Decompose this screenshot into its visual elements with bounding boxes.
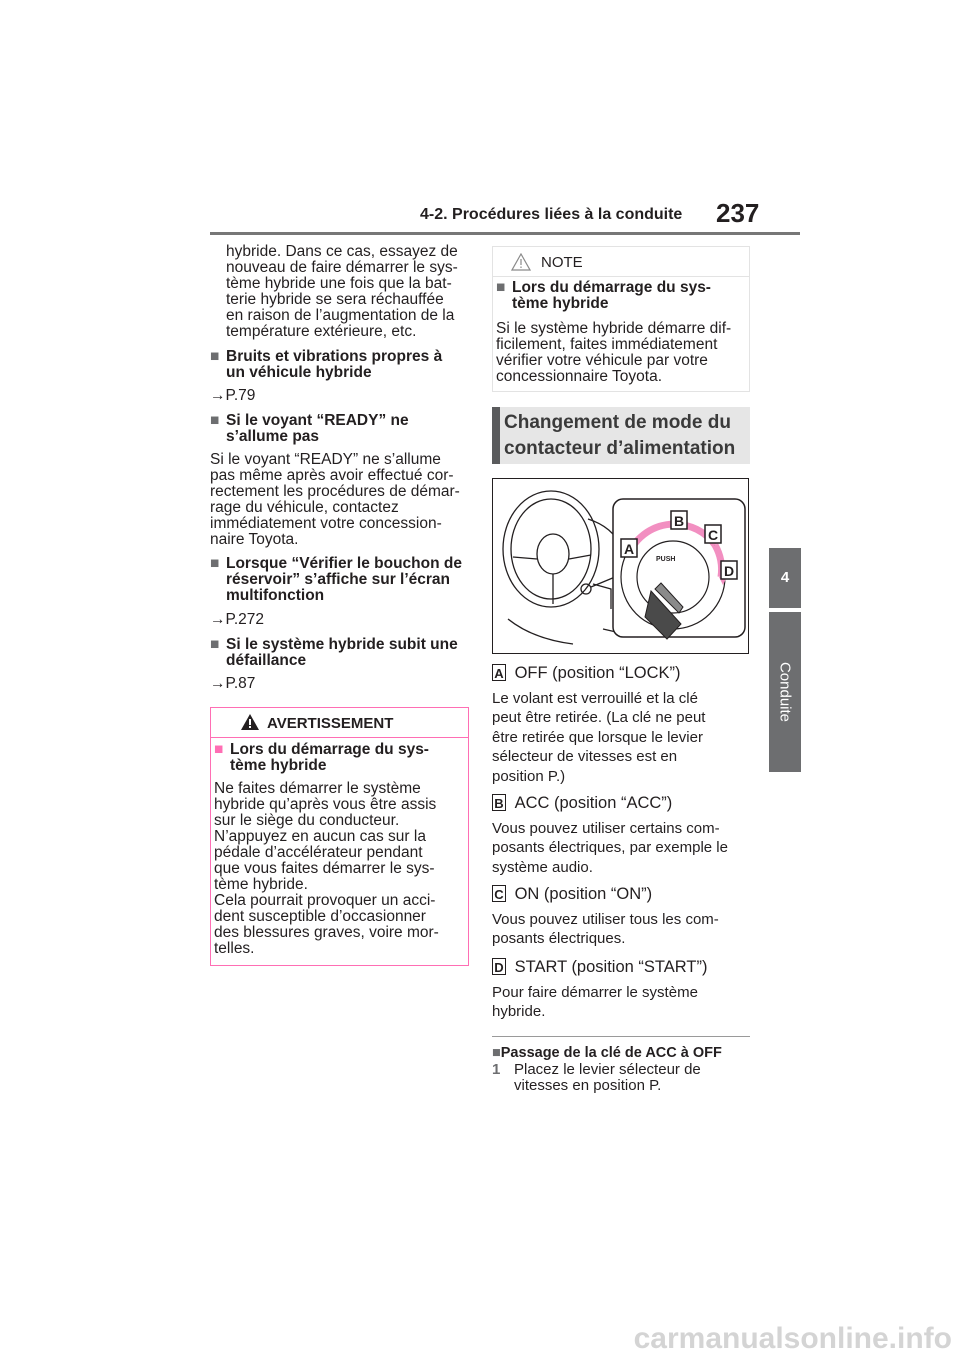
item-title: ACC (position “ACC”) [514, 794, 673, 812]
heading-ready: ■ Si le voyant “READY” ne s’allume pas [210, 412, 409, 445]
square-bullet-icon: ■ [496, 279, 506, 296]
warning-title: AVERTISSEMENT [267, 715, 394, 732]
label-box: A [492, 664, 506, 681]
label-box: C [492, 885, 506, 902]
watermark: carmanualsonline.info [633, 1322, 952, 1355]
note-heading: ■ Lors du démarrage du sys- tème hybride [496, 279, 711, 312]
warning-body: Ne faites démarrer le système hybride qu’après vous être assis sur le siège du conducteur. N’appuyez en aucun cas sur la pédale d’accélérateur pendant que vous faites démarrer le sys- tème hybride. Cela pourrait provoquer un acci- dent susceptible d’occasionner des blessures graves, voire mor- telles. [214, 780, 439, 957]
section-title: Changement de mode du contacteur d’alimentation [504, 412, 736, 459]
text-line: tème hybride une fois que la bat- [226, 275, 452, 292]
text-line: pas même après avoir effectué cor- [210, 467, 454, 484]
text-line: nouveau de faire démarrer le sys- [226, 259, 458, 276]
heading-bouchon: ■ Lorsque “Vérifier le bouchon de réservoir” s’affiche sur l’écran multifonction [210, 555, 462, 604]
text-line: rage du véhicule, contactez [210, 499, 399, 516]
svg-text:B: B [674, 513, 685, 529]
label-box: B [492, 794, 506, 811]
text-line: hybride. Dans ce cas, essayez de [226, 243, 458, 260]
text-line: en raison de l’augmentation de la [226, 307, 455, 324]
paragraph-ready [210, 452, 480, 548]
label-box: D [492, 958, 506, 975]
heading-bruits: ■ Bruits et vibrations propres à un véhicule hybride [210, 348, 443, 381]
ignition-illustration [493, 479, 748, 653]
item-title: OFF (position “LOCK”) [514, 664, 681, 682]
page-number: 237 [716, 198, 760, 228]
item-c [492, 884, 752, 949]
square-bullet-icon: ■ [214, 741, 224, 758]
page-reference-link[interactable]: →P.272 [210, 611, 265, 628]
svg-text:C: C [708, 527, 719, 543]
item-title: START (position “START”) [514, 958, 708, 976]
header-rule [210, 232, 800, 235]
note-box [492, 246, 750, 392]
item-b [492, 793, 752, 877]
caution-triangle-icon [511, 253, 531, 271]
page-reference-link[interactable]: →P.79 [210, 387, 256, 404]
note-body: Si le système hybride démarre dif- ficilement, faites immédiatement vérifier votre véhicule par votre concessionnaire Toyota. [496, 320, 732, 385]
chapter-tab-label: Conduite [776, 661, 794, 723]
warning-box [210, 707, 469, 966]
chapter-tab-number[interactable]: 4 [769, 548, 801, 608]
item-desc: Le volant est verrouillé et la clé peut être retirée. (La clé ne peut être retirée que lorsque le levier sélecteur de vitesses est en position P.) [492, 690, 706, 785]
page-reference-link[interactable]: →P.87 [210, 675, 256, 692]
svg-text:D: D [724, 563, 735, 579]
text-line: immédiatement votre concession- [210, 515, 442, 532]
square-bullet-icon: ■ [210, 555, 220, 572]
item-a [492, 663, 752, 786]
square-bullet-icon: ■ [492, 1045, 501, 1061]
square-bullet-icon: ■ [210, 412, 220, 429]
text-line: Si le voyant “READY” ne s’allume [210, 451, 441, 468]
step-1: 1 Placez le levier sélecteur de vitesses en position P. [492, 1061, 701, 1094]
chapter-tab[interactable] [769, 612, 801, 772]
item-d [492, 957, 752, 1022]
item-desc: Vous pouvez utiliser tous les com- posants électriques. [492, 911, 719, 948]
item-desc: Pour faire démarrer le système hybride. [492, 984, 698, 1021]
text-line: terie hybride se sera réchauffée [226, 291, 444, 308]
item-desc: Vous pouvez utiliser certains com- posants électriques, par exemple le système audio. [492, 820, 728, 876]
text-line: naire Toyota. [210, 531, 299, 548]
warning-heading: ■ Lors du démarrage du sys- tème hybride [214, 741, 429, 774]
svg-text:A: A [624, 541, 635, 557]
divider [492, 1036, 750, 1037]
continued-paragraph [226, 244, 476, 340]
text-line: température extérieure, etc. [226, 323, 417, 340]
note-header [493, 247, 749, 277]
square-bullet-icon: ■ [210, 636, 220, 653]
warning-header [211, 708, 468, 738]
square-bullet-icon: ■ [210, 348, 220, 365]
heading-defaillance: ■ Si le système hybride subit une défaillance [210, 636, 458, 669]
item-title: ON (position “ON”) [514, 885, 653, 903]
running-header: 4-2. Procédures liées à la conduite [420, 206, 683, 223]
svg-text:PUSH: PUSH [656, 556, 676, 563]
note-title: NOTE [541, 254, 583, 271]
step-number: 1 [492, 1061, 501, 1078]
passage-heading: ■Passage de la clé de ACC à OFF [492, 1045, 722, 1061]
ignition-figure [492, 478, 749, 654]
section-bar [492, 407, 500, 464]
warning-triangle-icon [241, 714, 259, 730]
section-title-block [492, 407, 750, 464]
text-line: rectement les procédures de démar- [210, 483, 460, 500]
